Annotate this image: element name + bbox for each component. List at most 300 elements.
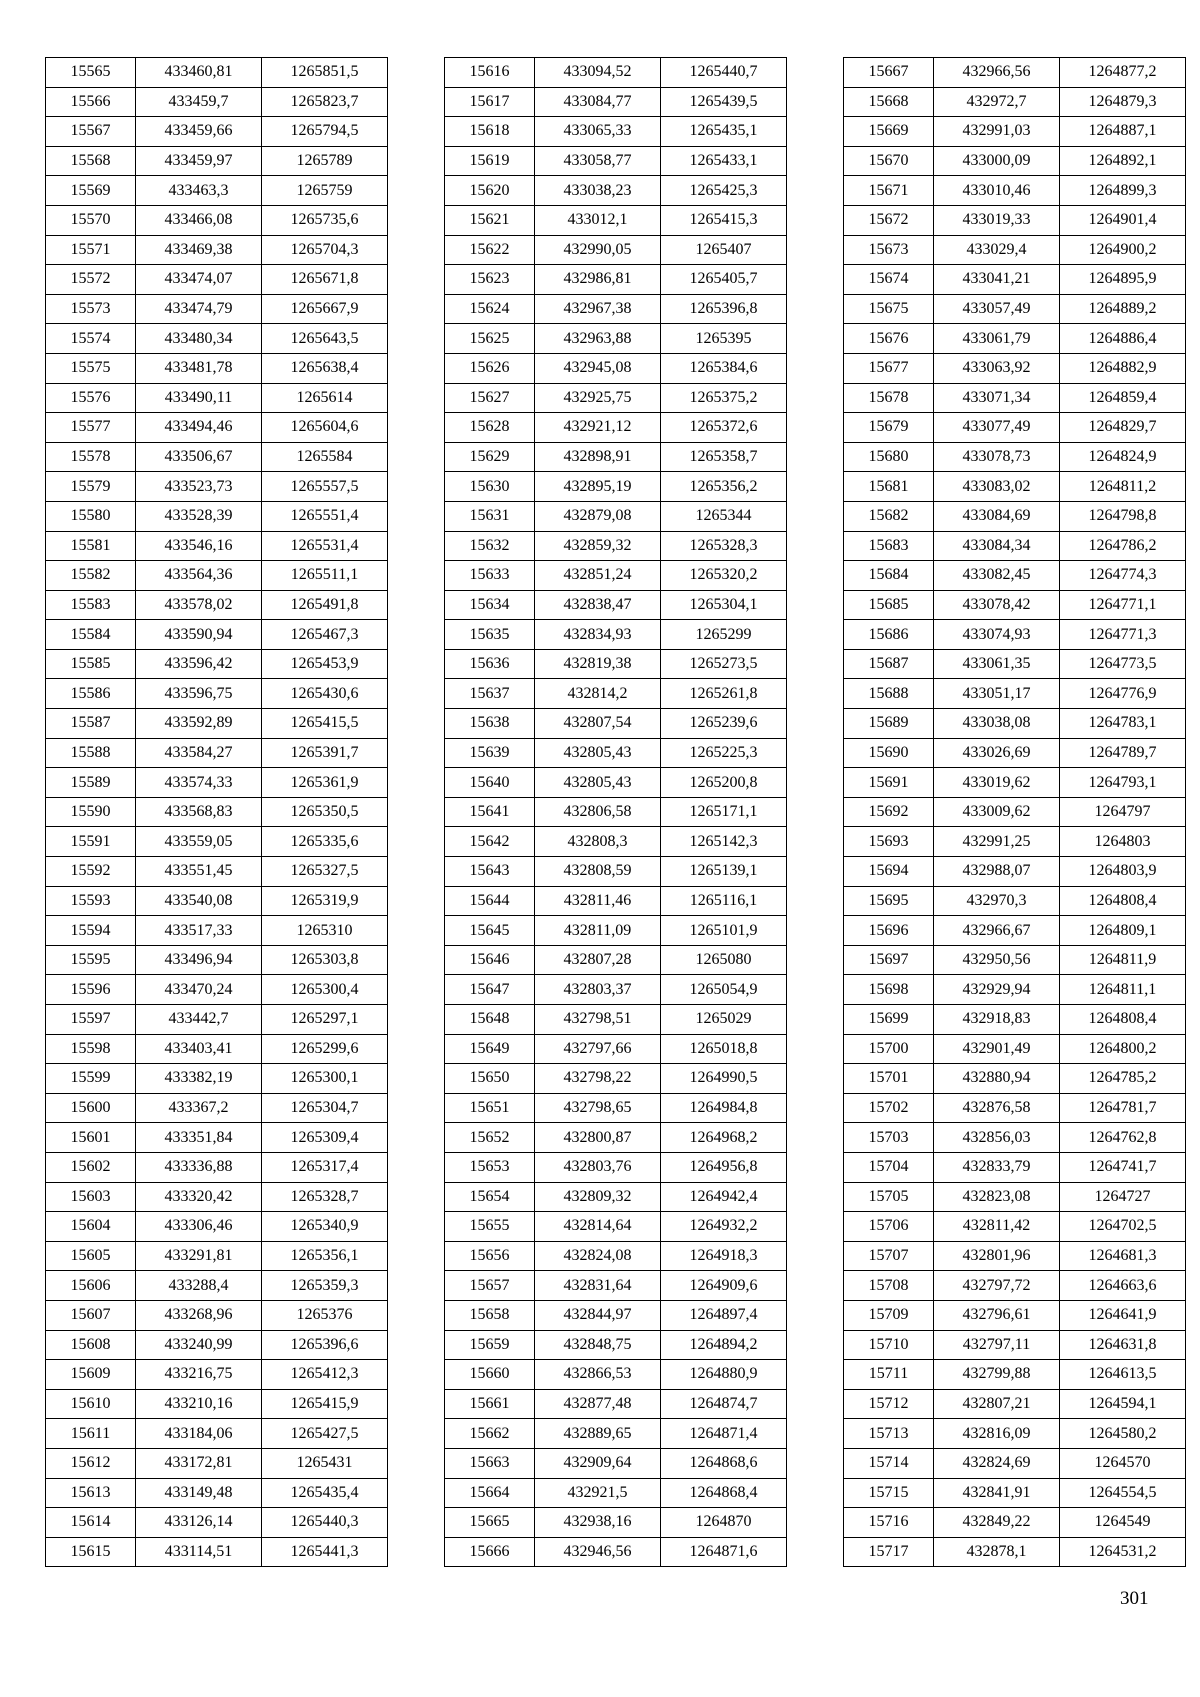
x-coordinate-cell: 432809,32 [535, 1182, 661, 1212]
x-coordinate-cell: 433051,17 [934, 679, 1060, 709]
point-id-cell: 15714 [844, 1448, 934, 1478]
point-id-cell: 15571 [46, 235, 136, 265]
table-row [844, 442, 1186, 472]
point-id-cell: 15699 [844, 1005, 934, 1035]
x-coordinate-cell: 433078,42 [934, 590, 1060, 620]
table-row [445, 472, 787, 502]
y-coordinate-cell: 1265239,6 [661, 709, 787, 739]
y-coordinate-cell: 1265142,3 [661, 827, 787, 857]
y-coordinate-cell: 1265299,6 [262, 1034, 388, 1064]
table-row [844, 1271, 1186, 1301]
x-coordinate-cell: 432807,28 [535, 945, 661, 975]
y-coordinate-cell: 1264886,4 [1060, 324, 1186, 354]
y-coordinate-cell: 1264789,7 [1060, 738, 1186, 768]
x-coordinate-cell: 433523,73 [136, 472, 262, 502]
table-row [445, 1271, 787, 1301]
x-coordinate-cell: 432991,25 [934, 827, 1060, 857]
point-id-cell: 15629 [445, 442, 535, 472]
table-row [46, 58, 388, 88]
table-row [46, 383, 388, 413]
y-coordinate-cell: 1265439,5 [661, 87, 787, 117]
table-row [844, 353, 1186, 383]
x-coordinate-cell: 433083,02 [934, 472, 1060, 502]
table-row [844, 827, 1186, 857]
y-coordinate-cell: 1265551,4 [262, 501, 388, 531]
x-coordinate-cell: 433490,11 [136, 383, 262, 413]
y-coordinate-cell: 1264741,7 [1060, 1152, 1186, 1182]
point-id-cell: 15591 [46, 827, 136, 857]
y-coordinate-cell: 1265018,8 [661, 1034, 787, 1064]
x-coordinate-cell: 432895,19 [535, 472, 661, 502]
table-row [445, 797, 787, 827]
y-coordinate-cell: 1265667,9 [262, 294, 388, 324]
point-id-cell: 15565 [46, 58, 136, 88]
y-coordinate-cell: 1264868,4 [661, 1478, 787, 1508]
y-coordinate-cell: 1264554,5 [1060, 1478, 1186, 1508]
table-row [844, 235, 1186, 265]
point-id-cell: 15675 [844, 294, 934, 324]
y-coordinate-cell: 1264870 [661, 1508, 787, 1538]
table-row [46, 1360, 388, 1390]
table-row [844, 1360, 1186, 1390]
y-coordinate-cell: 1264900,2 [1060, 235, 1186, 265]
x-coordinate-cell: 432889,65 [535, 1419, 661, 1449]
point-id-cell: 15711 [844, 1360, 934, 1390]
point-id-cell: 15681 [844, 472, 934, 502]
x-coordinate-cell: 432901,49 [934, 1034, 1060, 1064]
point-id-cell: 15615 [46, 1537, 136, 1567]
y-coordinate-cell: 1264774,3 [1060, 561, 1186, 591]
y-coordinate-cell: 1264785,2 [1060, 1064, 1186, 1094]
table-row [445, 886, 787, 916]
x-coordinate-cell: 432986,81 [535, 265, 661, 295]
y-coordinate-cell: 1264889,2 [1060, 294, 1186, 324]
point-id-cell: 15687 [844, 649, 934, 679]
x-coordinate-cell: 432988,07 [934, 857, 1060, 887]
point-id-cell: 15670 [844, 146, 934, 176]
table-row [844, 1123, 1186, 1153]
y-coordinate-cell: 1265671,8 [262, 265, 388, 295]
y-coordinate-cell: 1265396,8 [661, 294, 787, 324]
point-id-cell: 15605 [46, 1241, 136, 1271]
point-id-cell: 15625 [445, 324, 535, 354]
table-row [46, 561, 388, 591]
point-id-cell: 15694 [844, 857, 934, 887]
y-coordinate-cell: 1265407 [661, 235, 787, 265]
table-row [46, 738, 388, 768]
point-id-cell: 15617 [445, 87, 535, 117]
table-row [844, 561, 1186, 591]
point-id-cell: 15701 [844, 1064, 934, 1094]
table-row [46, 590, 388, 620]
table-row [445, 58, 787, 88]
y-coordinate-cell: 1265405,7 [661, 265, 787, 295]
y-coordinate-cell: 1265430,6 [262, 679, 388, 709]
x-coordinate-cell: 432811,46 [535, 886, 661, 916]
x-coordinate-cell: 432808,59 [535, 857, 661, 887]
point-id-cell: 15590 [46, 797, 136, 827]
y-coordinate-cell: 1265441,3 [262, 1537, 388, 1567]
point-id-cell: 15641 [445, 797, 535, 827]
point-id-cell: 15614 [46, 1508, 136, 1538]
point-id-cell: 15594 [46, 916, 136, 946]
x-coordinate-cell: 433210,16 [136, 1389, 262, 1419]
x-coordinate-cell: 432801,96 [934, 1241, 1060, 1271]
y-coordinate-cell: 1264901,4 [1060, 205, 1186, 235]
table-row [844, 590, 1186, 620]
y-coordinate-cell: 1265356,2 [661, 472, 787, 502]
y-coordinate-cell: 1264800,2 [1060, 1034, 1186, 1064]
point-id-cell: 15692 [844, 797, 934, 827]
table-row [844, 265, 1186, 295]
y-coordinate-cell: 1265467,3 [262, 620, 388, 650]
x-coordinate-cell: 433336,88 [136, 1152, 262, 1182]
y-coordinate-cell: 1264771,1 [1060, 590, 1186, 620]
x-coordinate-cell: 433459,7 [136, 87, 262, 117]
point-id-cell: 15648 [445, 1005, 535, 1035]
x-coordinate-cell: 432970,3 [934, 886, 1060, 916]
point-id-cell: 15601 [46, 1123, 136, 1153]
y-coordinate-cell: 1265358,7 [661, 442, 787, 472]
x-coordinate-cell: 432929,94 [934, 975, 1060, 1005]
point-id-cell: 15583 [46, 590, 136, 620]
point-id-cell: 15663 [445, 1448, 535, 1478]
point-id-cell: 15609 [46, 1360, 136, 1390]
y-coordinate-cell: 1264793,1 [1060, 768, 1186, 798]
x-coordinate-cell: 433506,67 [136, 442, 262, 472]
x-coordinate-cell: 433038,23 [535, 176, 661, 206]
y-coordinate-cell: 1265415,9 [262, 1389, 388, 1419]
x-coordinate-cell: 433026,69 [934, 738, 1060, 768]
point-id-cell: 15650 [445, 1064, 535, 1094]
y-coordinate-cell: 1265344 [661, 501, 787, 531]
table-row [445, 1360, 787, 1390]
table-row [445, 353, 787, 383]
table-row [844, 886, 1186, 916]
x-coordinate-cell: 433063,92 [934, 353, 1060, 383]
table-row [445, 1330, 787, 1360]
y-coordinate-cell: 1265080 [661, 945, 787, 975]
table-row [46, 620, 388, 650]
x-coordinate-cell: 433540,08 [136, 886, 262, 916]
point-id-cell: 15627 [445, 383, 535, 413]
y-coordinate-cell: 1265823,7 [262, 87, 388, 117]
y-coordinate-cell: 1264877,2 [1060, 58, 1186, 88]
x-coordinate-cell: 433172,81 [136, 1448, 262, 1478]
table-row [445, 768, 787, 798]
point-id-cell: 15705 [844, 1182, 934, 1212]
x-coordinate-cell: 432800,87 [535, 1123, 661, 1153]
table-row [445, 1478, 787, 1508]
point-id-cell: 15662 [445, 1419, 535, 1449]
y-coordinate-cell: 1265328,3 [661, 531, 787, 561]
point-id-cell: 15610 [46, 1389, 136, 1419]
point-id-cell: 15677 [844, 353, 934, 383]
y-coordinate-cell: 1265604,6 [262, 413, 388, 443]
x-coordinate-cell: 432834,93 [535, 620, 661, 650]
point-id-cell: 15646 [445, 945, 535, 975]
table-row [46, 916, 388, 946]
point-id-cell: 15690 [844, 738, 934, 768]
y-coordinate-cell: 1264968,2 [661, 1123, 787, 1153]
y-coordinate-cell: 1265116,1 [661, 886, 787, 916]
x-coordinate-cell: 433114,51 [136, 1537, 262, 1567]
x-coordinate-cell: 433578,02 [136, 590, 262, 620]
x-coordinate-cell: 433084,77 [535, 87, 661, 117]
x-coordinate-cell: 433592,89 [136, 709, 262, 739]
y-coordinate-cell: 1265340,9 [262, 1212, 388, 1242]
x-coordinate-cell: 432823,08 [934, 1182, 1060, 1212]
table-row [445, 1093, 787, 1123]
x-coordinate-cell: 433466,08 [136, 205, 262, 235]
point-id-cell: 15632 [445, 531, 535, 561]
y-coordinate-cell: 1265584 [262, 442, 388, 472]
table-row [844, 146, 1186, 176]
y-coordinate-cell: 1264892,1 [1060, 146, 1186, 176]
point-id-cell: 15588 [46, 738, 136, 768]
point-id-cell: 15676 [844, 324, 934, 354]
table-row [46, 501, 388, 531]
table-row [445, 975, 787, 1005]
x-coordinate-cell: 433240,99 [136, 1330, 262, 1360]
y-coordinate-cell: 1265435,1 [661, 117, 787, 147]
table-row [46, 768, 388, 798]
table-row [844, 916, 1186, 946]
y-coordinate-cell: 1264897,4 [661, 1300, 787, 1330]
table-row [844, 1212, 1186, 1242]
table-row [46, 709, 388, 739]
point-id-cell: 15683 [844, 531, 934, 561]
y-coordinate-cell: 1265395 [661, 324, 787, 354]
point-id-cell: 15619 [445, 146, 535, 176]
x-coordinate-cell: 433442,7 [136, 1005, 262, 1035]
x-coordinate-cell: 433496,94 [136, 945, 262, 975]
x-coordinate-cell: 433574,33 [136, 768, 262, 798]
point-id-cell: 15657 [445, 1271, 535, 1301]
table-row [445, 531, 787, 561]
x-coordinate-cell: 432811,42 [934, 1212, 1060, 1242]
point-id-cell: 15613 [46, 1478, 136, 1508]
table-row [445, 1419, 787, 1449]
y-coordinate-cell: 1265304,1 [661, 590, 787, 620]
x-coordinate-cell: 432797,11 [934, 1330, 1060, 1360]
table-row [445, 501, 787, 531]
y-coordinate-cell: 1265851,5 [262, 58, 388, 88]
x-coordinate-cell: 433084,34 [934, 531, 1060, 561]
table-row [46, 413, 388, 443]
x-coordinate-cell: 432925,75 [535, 383, 661, 413]
y-coordinate-cell: 1265638,4 [262, 353, 388, 383]
x-coordinate-cell: 433061,79 [934, 324, 1060, 354]
point-id-cell: 15658 [445, 1300, 535, 1330]
table-row [46, 531, 388, 561]
x-coordinate-cell: 432945,08 [535, 353, 661, 383]
table-row [445, 1212, 787, 1242]
y-coordinate-cell: 1264781,7 [1060, 1093, 1186, 1123]
y-coordinate-cell: 1265361,9 [262, 768, 388, 798]
table-row [46, 827, 388, 857]
point-id-cell: 15715 [844, 1478, 934, 1508]
y-coordinate-cell: 1265327,5 [262, 857, 388, 887]
point-id-cell: 15713 [844, 1419, 934, 1449]
table-row [445, 827, 787, 857]
point-id-cell: 15651 [445, 1093, 535, 1123]
table-row [844, 1300, 1186, 1330]
y-coordinate-cell: 1264859,4 [1060, 383, 1186, 413]
table-row [844, 1448, 1186, 1478]
table-row [445, 1300, 787, 1330]
point-id-cell: 15660 [445, 1360, 535, 1390]
point-id-cell: 15647 [445, 975, 535, 1005]
x-coordinate-cell: 433126,14 [136, 1508, 262, 1538]
y-coordinate-cell: 1265300,4 [262, 975, 388, 1005]
table-row [844, 649, 1186, 679]
point-id-cell: 15568 [46, 146, 136, 176]
point-id-cell: 15637 [445, 679, 535, 709]
point-id-cell: 15686 [844, 620, 934, 650]
table-row [445, 945, 787, 975]
point-id-cell: 15634 [445, 590, 535, 620]
y-coordinate-cell: 1265297,1 [262, 1005, 388, 1035]
y-coordinate-cell: 1265309,4 [262, 1123, 388, 1153]
table-row [46, 1093, 388, 1123]
y-coordinate-cell: 1265704,3 [262, 235, 388, 265]
table-row [844, 1241, 1186, 1271]
point-id-cell: 15628 [445, 413, 535, 443]
table-row [46, 146, 388, 176]
y-coordinate-cell: 1265304,7 [262, 1093, 388, 1123]
table-row [445, 1448, 787, 1478]
table-row [844, 797, 1186, 827]
x-coordinate-cell: 432805,43 [535, 738, 661, 768]
point-id-cell: 15659 [445, 1330, 535, 1360]
point-id-cell: 15712 [844, 1389, 934, 1419]
point-id-cell: 15618 [445, 117, 535, 147]
x-coordinate-cell: 433184,06 [136, 1419, 262, 1449]
y-coordinate-cell: 1264874,7 [661, 1389, 787, 1419]
table-row [445, 1034, 787, 1064]
x-coordinate-cell: 433010,46 [934, 176, 1060, 206]
table-row [445, 561, 787, 591]
x-coordinate-cell: 432844,97 [535, 1300, 661, 1330]
table-row [46, 886, 388, 916]
y-coordinate-cell: 1264811,1 [1060, 975, 1186, 1005]
table-row [445, 1241, 787, 1271]
x-coordinate-cell: 432805,43 [535, 768, 661, 798]
point-id-cell: 15666 [445, 1537, 535, 1567]
table-row [445, 1005, 787, 1035]
y-coordinate-cell: 1264803 [1060, 827, 1186, 857]
y-coordinate-cell: 1265491,8 [262, 590, 388, 620]
table-row [844, 768, 1186, 798]
point-id-cell: 15587 [46, 709, 136, 739]
table-row [844, 1478, 1186, 1508]
y-coordinate-cell: 1264786,2 [1060, 531, 1186, 561]
point-id-cell: 15580 [46, 501, 136, 531]
table-row [445, 205, 787, 235]
table-row [844, 679, 1186, 709]
table-row [844, 1093, 1186, 1123]
point-id-cell: 15671 [844, 176, 934, 206]
x-coordinate-cell: 432950,56 [934, 945, 1060, 975]
table-row [445, 87, 787, 117]
x-coordinate-cell: 432856,03 [934, 1123, 1060, 1153]
y-coordinate-cell: 1264549 [1060, 1508, 1186, 1538]
x-coordinate-cell: 433469,38 [136, 235, 262, 265]
x-coordinate-cell: 433306,46 [136, 1212, 262, 1242]
y-coordinate-cell: 1265440,3 [262, 1508, 388, 1538]
x-coordinate-cell: 432824,08 [535, 1241, 661, 1271]
table-row [46, 1182, 388, 1212]
point-id-cell: 15707 [844, 1241, 934, 1271]
y-coordinate-cell: 1264663,6 [1060, 1271, 1186, 1301]
point-id-cell: 15665 [445, 1508, 535, 1538]
x-coordinate-cell: 433000,09 [934, 146, 1060, 176]
table-row [46, 857, 388, 887]
table-row [46, 1300, 388, 1330]
table-row [844, 58, 1186, 88]
x-coordinate-cell: 432798,51 [535, 1005, 661, 1035]
table-row [844, 1005, 1186, 1035]
x-coordinate-cell: 432990,05 [535, 235, 661, 265]
point-id-cell: 15638 [445, 709, 535, 739]
point-id-cell: 15684 [844, 561, 934, 591]
table-row [46, 1241, 388, 1271]
point-id-cell: 15589 [46, 768, 136, 798]
x-coordinate-cell: 432807,54 [535, 709, 661, 739]
y-coordinate-cell: 1264880,9 [661, 1360, 787, 1390]
y-coordinate-cell: 1265310 [262, 916, 388, 946]
table-row [844, 501, 1186, 531]
coordinates-table-2 [444, 57, 787, 1567]
table-row [844, 975, 1186, 1005]
point-id-cell: 15579 [46, 472, 136, 502]
y-coordinate-cell: 1264882,9 [1060, 353, 1186, 383]
x-coordinate-cell: 433494,46 [136, 413, 262, 443]
table-row [445, 857, 787, 887]
y-coordinate-cell: 1264762,8 [1060, 1123, 1186, 1153]
x-coordinate-cell: 432909,64 [535, 1448, 661, 1478]
table-row [46, 87, 388, 117]
x-coordinate-cell: 432938,16 [535, 1508, 661, 1538]
x-coordinate-cell: 432921,5 [535, 1478, 661, 1508]
table-row [445, 265, 787, 295]
x-coordinate-cell: 432966,67 [934, 916, 1060, 946]
table-row [445, 413, 787, 443]
point-id-cell: 15709 [844, 1300, 934, 1330]
point-id-cell: 15596 [46, 975, 136, 1005]
y-coordinate-cell: 1264942,4 [661, 1182, 787, 1212]
coordinates-table-1 [45, 57, 388, 1567]
table-row [844, 1152, 1186, 1182]
point-id-cell: 15603 [46, 1182, 136, 1212]
y-coordinate-cell: 1265614 [262, 383, 388, 413]
table-row [844, 1330, 1186, 1360]
y-coordinate-cell: 1264808,4 [1060, 886, 1186, 916]
table-row [445, 294, 787, 324]
x-coordinate-cell: 432797,66 [535, 1034, 661, 1064]
point-id-cell: 15668 [844, 87, 934, 117]
point-id-cell: 15698 [844, 975, 934, 1005]
x-coordinate-cell: 432898,91 [535, 442, 661, 472]
y-coordinate-cell: 1265101,9 [661, 916, 787, 946]
y-coordinate-cell: 1264580,2 [1060, 1419, 1186, 1449]
table-row [445, 235, 787, 265]
table-row [46, 1330, 388, 1360]
table-row [445, 324, 787, 354]
y-coordinate-cell: 1265350,5 [262, 797, 388, 827]
point-id-cell: 15608 [46, 1330, 136, 1360]
